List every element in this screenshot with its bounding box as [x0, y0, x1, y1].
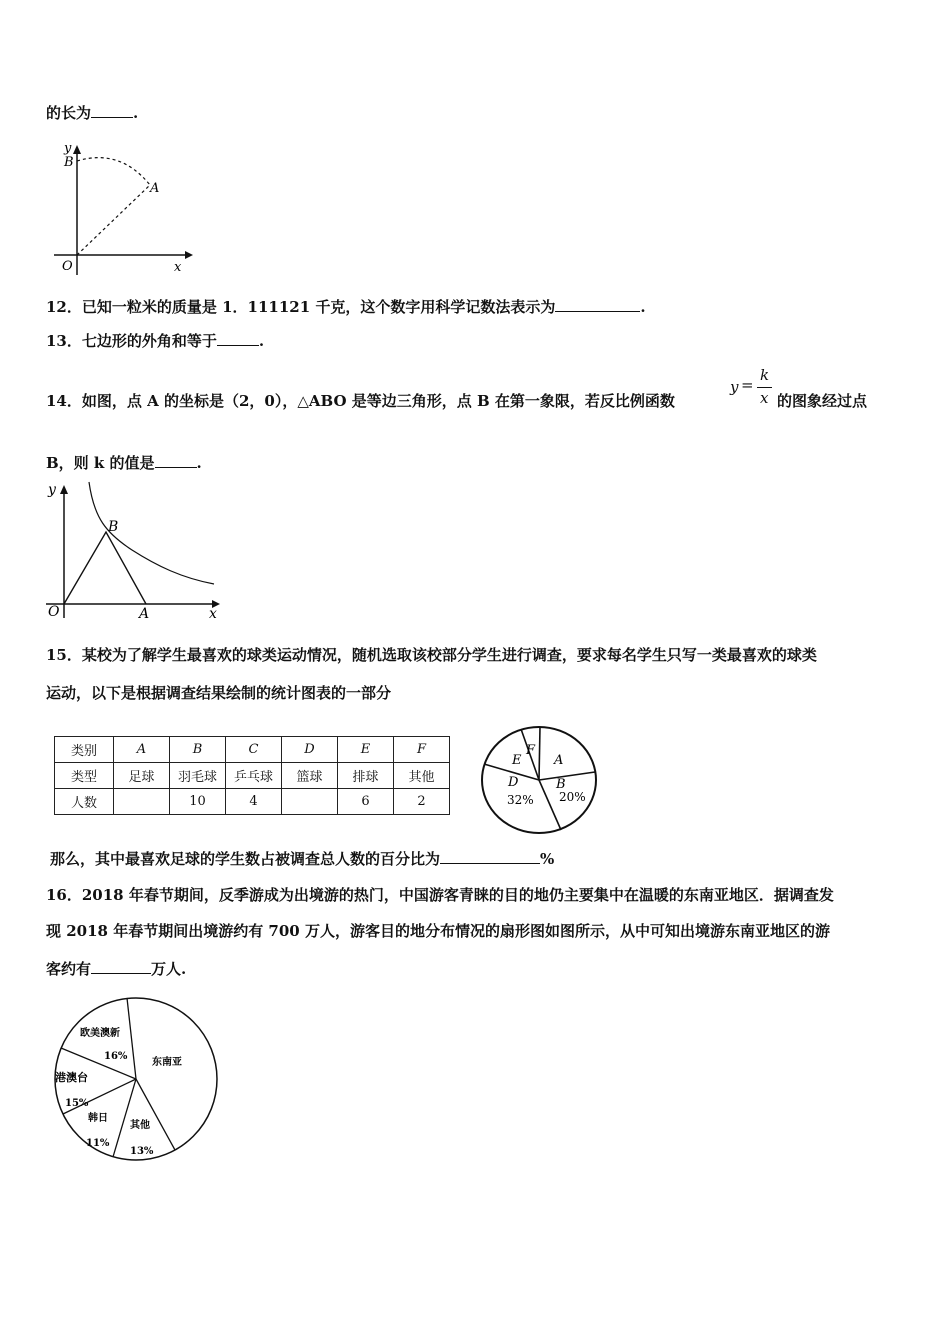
- q16-pie-pct-gangao: 15%: [65, 1098, 89, 1109]
- q15-pie: [478, 724, 608, 844]
- table-cell: 其他: [394, 763, 450, 789]
- table-cell: 2: [394, 789, 450, 815]
- table-cell: A: [114, 737, 170, 763]
- q15-question-text: 那么，其中最喜欢足球的学生数占被调查总人数的百分比为: [50, 850, 441, 868]
- q14-figure: [42, 478, 227, 623]
- q12-text: 12．已知一粒米的质量是 1．111121 千克，这个数字用科学记数法表示为: [46, 298, 556, 316]
- q16-pie-divider-1: [127, 998, 136, 1079]
- q11-label-y: y: [64, 141, 72, 156]
- q16-line1: [46, 884, 834, 905]
- q16-pie-pct-qita: 13%: [130, 1146, 154, 1157]
- q15-line2-text: 运动，以下是根据调查结果绘制的统计图表的一部分: [46, 684, 392, 702]
- q11-label-b: B: [64, 155, 74, 170]
- q16-line3-end: 万人.: [151, 960, 187, 978]
- q14-line1-end: [777, 390, 867, 411]
- q13: [46, 330, 264, 351]
- q16-pie-label-dongnanya: 东南亚: [152, 1057, 182, 1068]
- q16-pie-label-qita: 其他: [130, 1120, 150, 1131]
- table-cell: 6: [338, 789, 394, 815]
- q11-tail: [46, 102, 138, 123]
- q11-segment-oa: [77, 185, 150, 255]
- q14-fraction-bar: [757, 387, 772, 388]
- q14-formula-eq: =: [741, 376, 754, 394]
- table-cell: D: [282, 737, 338, 763]
- table-cell: 人数: [55, 789, 114, 815]
- table-cell: 羽毛球: [170, 763, 226, 789]
- table-row: [55, 789, 450, 815]
- q13-answer-blank: [217, 331, 259, 346]
- q14-label-o: O: [48, 604, 60, 620]
- q14-text-after: 的图象经过点: [777, 392, 868, 410]
- q15-pie-label: A: [554, 753, 564, 768]
- q15-line1: [46, 644, 817, 665]
- q16-line1-text: 16．2018 年春节期间，反季游成为出境游的热门，中国游客青睐的目的地仍主要集中在温暖的东南亚地区．据调查发: [46, 886, 834, 904]
- table-cell: 4: [226, 789, 282, 815]
- q14-label-b: B: [108, 519, 119, 535]
- q16-pie-pct-rihan: 11%: [86, 1138, 110, 1149]
- q16-pie-label-ouzhou: 欧美澳新: [80, 1028, 120, 1039]
- q15-line2: [46, 682, 391, 703]
- q15-pie-label: E: [512, 753, 522, 768]
- table-cell: C: [226, 737, 282, 763]
- q15-pie-divider-3: [539, 772, 595, 780]
- q16-pie-label-rihan: 韩日: [88, 1113, 108, 1124]
- table-cell: 排球: [338, 763, 394, 789]
- table-cell: [282, 789, 338, 815]
- q11-label-a: A: [150, 181, 160, 196]
- q16-line3: [46, 958, 186, 979]
- q11-figure: [50, 140, 200, 280]
- q11-label-x: x: [174, 260, 182, 275]
- table-cell: [114, 789, 170, 815]
- q16-pie: [50, 992, 225, 1164]
- q11-label-o: O: [62, 259, 73, 274]
- q14-line2-text: B，则 k 的值是: [46, 454, 155, 472]
- q15-pie-divider-2: [539, 727, 540, 780]
- q15-unit: %: [540, 850, 555, 868]
- q15-answer-blank: [440, 849, 540, 864]
- q11-arc: [77, 158, 150, 185]
- q14-triangle: [64, 532, 146, 604]
- q14-formula-num: k: [760, 366, 770, 384]
- q14-formula-den: x: [760, 389, 769, 407]
- q14-formula: [730, 366, 774, 414]
- q11-answer-blank: [91, 103, 133, 118]
- table-cell: F: [394, 737, 450, 763]
- q16-pie-pct-ouzhou: 16%: [104, 1051, 128, 1062]
- table-cell: 类型: [55, 763, 114, 789]
- q12: [46, 296, 646, 317]
- q14-answer-blank: [155, 453, 197, 468]
- q14-label-x: x: [209, 606, 217, 622]
- q16-line2-text: 现 2018 年春节期间出境游约有 700 万人，游客目的地分布情况的扇形图如图所示，从中可知出境游东南亚地区的游: [46, 922, 830, 940]
- q16-line3-text: 客约有: [46, 960, 92, 978]
- table-cell: 类别: [55, 737, 114, 763]
- q14-line2: [46, 452, 202, 473]
- table-row: [55, 763, 450, 789]
- q14-line1: [46, 390, 675, 411]
- q14-end: .: [196, 454, 202, 472]
- q11-text: 的长为: [46, 104, 92, 122]
- q15-question: [50, 848, 554, 869]
- q15-pie-pct-b: 20%: [559, 790, 586, 804]
- q14-label-y: y: [48, 482, 56, 498]
- q11-x-arrow: [185, 251, 193, 259]
- table-cell: 篮球: [282, 763, 338, 789]
- q15-line1-text: 15．某校为了解学生最喜欢的球类运动情况，随机选取该校部分学生进行调查，要求每名学生只写一类最喜欢的球类: [46, 646, 817, 664]
- table-cell: 乒乓球: [226, 763, 282, 789]
- q15-pie-label: B: [556, 777, 566, 792]
- table-cell: 10: [170, 789, 226, 815]
- q16-pie-label-gangao: 港澳台: [55, 1071, 88, 1084]
- q15-pie-label: D: [508, 775, 519, 790]
- q14-label-a: A: [139, 606, 150, 622]
- q13-end: .: [258, 332, 265, 350]
- q14-formula-y: y: [730, 378, 739, 396]
- q15-pie-pct-d: 32%: [507, 793, 534, 807]
- table-row: [55, 737, 450, 763]
- q16-line2: [46, 920, 830, 941]
- q14-text-before: 14．如图，点 A 的坐标是（2，0），△ABO 是等边三角形，点 B 在第一象限，若反比例函数: [46, 392, 675, 410]
- q13-text: 13．七边形的外角和等于: [46, 332, 217, 350]
- q15-table: [54, 736, 450, 815]
- q12-end: .: [640, 298, 646, 316]
- q14-y-arrow: [60, 485, 68, 494]
- q11-end: .: [133, 104, 139, 122]
- q11-y-arrow: [73, 145, 81, 154]
- q16-answer-blank: [91, 959, 151, 974]
- table-cell: B: [170, 737, 226, 763]
- q15-pie-label: F: [526, 743, 536, 758]
- table-cell: 足球: [114, 763, 170, 789]
- q12-answer-blank: [555, 297, 640, 312]
- table-cell: E: [338, 737, 394, 763]
- q16-pie-divider-5: [136, 1079, 175, 1150]
